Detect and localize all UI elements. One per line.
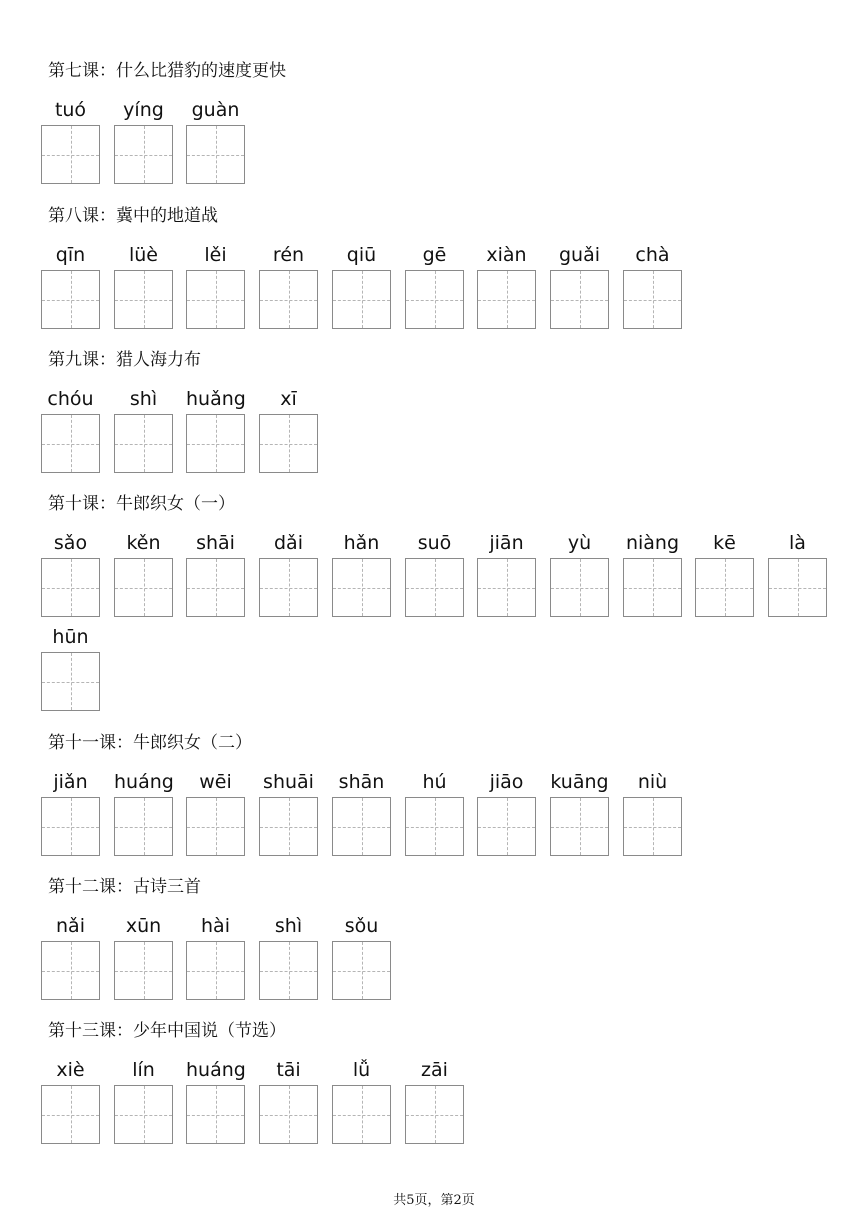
lesson-title: 第十三课：少年中国说（节选） — [48, 1021, 286, 1041]
tian-zi-grid-box[interactable] — [186, 125, 245, 184]
grid-guide-vertical — [580, 559, 581, 616]
tian-zi-grid-box[interactable] — [550, 558, 609, 617]
character-cell — [114, 387, 173, 411]
tian-zi-grid-box[interactable] — [114, 558, 173, 617]
grid-guide-vertical — [362, 1086, 363, 1143]
grid-guide-vertical — [216, 126, 217, 183]
pinyin-label: hú — [422, 771, 447, 793]
tian-zi-grid-box[interactable] — [114, 414, 173, 473]
tian-zi-grid-box[interactable] — [186, 941, 245, 1000]
pinyin-label: hūn — [52, 626, 89, 648]
character-cell — [259, 1058, 318, 1082]
character-cell — [41, 531, 100, 555]
character-cell — [332, 531, 391, 555]
tian-zi-grid-box[interactable] — [332, 1085, 391, 1144]
pinyin-label: kuāng — [550, 771, 609, 793]
character-cell — [186, 531, 245, 555]
grid-guide-vertical — [144, 415, 145, 472]
tian-zi-grid-box[interactable] — [259, 558, 318, 617]
grid-guide-vertical — [435, 271, 436, 328]
pinyin-label: shāi — [196, 532, 235, 554]
character-cell — [41, 387, 100, 411]
character-cell — [186, 243, 245, 267]
grid-guide-vertical — [71, 653, 72, 710]
pinyin-label: lín — [132, 1059, 155, 1081]
grid-guide-vertical — [71, 415, 72, 472]
pinyin-label: yù — [567, 532, 592, 554]
grid-guide-vertical — [435, 1086, 436, 1143]
tian-zi-grid-box[interactable] — [259, 270, 318, 329]
tian-zi-grid-box[interactable] — [259, 941, 318, 1000]
character-cell — [41, 1058, 100, 1082]
character-cell — [41, 98, 100, 122]
tian-zi-grid-box[interactable] — [405, 270, 464, 329]
lesson-title: 第十一课：牛郎织女（二） — [48, 733, 252, 753]
tian-zi-grid-box[interactable] — [186, 1085, 245, 1144]
grid-guide-vertical — [71, 942, 72, 999]
character-cell — [114, 98, 173, 122]
pinyin-label: qiū — [346, 244, 377, 266]
tian-zi-grid-box[interactable] — [41, 1085, 100, 1144]
character-cell — [186, 98, 245, 122]
pinyin-label: gē — [422, 244, 447, 266]
pinyin-label: xī — [280, 388, 297, 410]
pinyin-label: shì — [274, 915, 303, 937]
grid-guide-vertical — [144, 271, 145, 328]
grid-guide-vertical — [71, 126, 72, 183]
grid-guide-vertical — [289, 559, 290, 616]
pinyin-label: nǎi — [56, 915, 85, 937]
grid-guide-vertical — [507, 798, 508, 855]
character-cell — [41, 770, 100, 794]
grid-guide-vertical — [798, 559, 799, 616]
grid-guide-vertical — [71, 559, 72, 616]
pinyin-label: shuāi — [263, 771, 314, 793]
pinyin-label: shān — [338, 771, 385, 793]
character-cell — [332, 914, 391, 938]
grid-guide-vertical — [144, 798, 145, 855]
tian-zi-grid-box[interactable] — [186, 558, 245, 617]
grid-guide-vertical — [507, 271, 508, 328]
tian-zi-grid-box[interactable] — [259, 1085, 318, 1144]
pinyin-label: tuó — [54, 99, 87, 121]
grid-guide-vertical — [289, 1086, 290, 1143]
pinyin-label: yíng — [123, 99, 164, 121]
tian-zi-grid-box[interactable] — [41, 652, 100, 711]
grid-guide-vertical — [289, 798, 290, 855]
pinyin-label: hài — [201, 915, 230, 937]
lesson-title: 第十二课：古诗三首 — [48, 877, 201, 897]
grid-guide-vertical — [216, 942, 217, 999]
pinyin-label: qīn — [55, 244, 86, 266]
pinyin-label: guǎi — [558, 244, 601, 266]
grid-guide-vertical — [435, 559, 436, 616]
pinyin-label: sǎo — [53, 532, 88, 554]
character-cell — [114, 770, 173, 794]
grid-guide-vertical — [435, 798, 436, 855]
tian-zi-grid-box[interactable] — [41, 941, 100, 1000]
tian-zi-grid-box[interactable] — [41, 125, 100, 184]
character-cell — [186, 770, 245, 794]
pinyin-label: rén — [272, 244, 305, 266]
character-cell — [41, 625, 100, 649]
tian-zi-grid-box[interactable] — [332, 797, 391, 856]
page-footer: 共5页，第2页 — [393, 1193, 475, 1208]
grid-guide-vertical — [144, 559, 145, 616]
pinyin-label: hǎn — [343, 532, 380, 554]
tian-zi-grid-box[interactable] — [405, 1085, 464, 1144]
character-cell — [623, 770, 682, 794]
tian-zi-grid-box[interactable] — [259, 797, 318, 856]
grid-guide-vertical — [144, 942, 145, 999]
grid-guide-vertical — [216, 1086, 217, 1143]
grid-guide-vertical — [144, 126, 145, 183]
tian-zi-grid-box[interactable] — [623, 270, 682, 329]
grid-guide-vertical — [71, 271, 72, 328]
tian-zi-grid-box[interactable] — [550, 270, 609, 329]
lesson-title: 第九课：猎人海力布 — [48, 350, 201, 370]
grid-guide-vertical — [580, 271, 581, 328]
grid-guide-vertical — [71, 1086, 72, 1143]
grid-guide-vertical — [289, 942, 290, 999]
grid-guide-vertical — [144, 1086, 145, 1143]
character-cell — [259, 531, 318, 555]
pinyin-label: shì — [129, 388, 158, 410]
tian-zi-grid-box[interactable] — [623, 797, 682, 856]
tian-zi-grid-box[interactable] — [41, 414, 100, 473]
grid-guide-vertical — [725, 559, 726, 616]
character-cell — [259, 243, 318, 267]
character-cell — [695, 531, 754, 555]
pinyin-label: niù — [637, 771, 668, 793]
tian-zi-grid-box[interactable] — [114, 125, 173, 184]
pinyin-label: xiàn — [486, 244, 527, 266]
tian-zi-grid-box[interactable] — [41, 270, 100, 329]
character-cell — [186, 387, 245, 411]
tian-zi-grid-box[interactable] — [259, 414, 318, 473]
grid-guide-vertical — [216, 798, 217, 855]
tian-zi-grid-box[interactable] — [186, 270, 245, 329]
pinyin-label: guàn — [191, 99, 240, 121]
tian-zi-grid-box[interactable] — [332, 941, 391, 1000]
pinyin-label: niàng — [625, 532, 680, 554]
character-cell — [623, 243, 682, 267]
tian-zi-grid-box[interactable] — [405, 797, 464, 856]
tian-zi-grid-box[interactable] — [477, 558, 536, 617]
grid-guide-vertical — [507, 559, 508, 616]
tian-zi-grid-box[interactable] — [186, 797, 245, 856]
pinyin-label: lüè — [128, 244, 158, 266]
grid-guide-vertical — [362, 942, 363, 999]
tian-zi-grid-box[interactable] — [332, 270, 391, 329]
pinyin-label: lǚ — [352, 1059, 371, 1081]
grid-guide-vertical — [289, 415, 290, 472]
character-cell — [405, 1058, 464, 1082]
lesson-title: 第八课：冀中的地道战 — [48, 206, 218, 226]
pinyin-label: chà — [635, 244, 670, 266]
grid-guide-vertical — [216, 415, 217, 472]
character-cell — [768, 531, 827, 555]
pinyin-label: suō — [417, 532, 452, 554]
pinyin-label: tāi — [276, 1059, 301, 1081]
tian-zi-grid-box[interactable] — [41, 797, 100, 856]
character-cell — [405, 770, 464, 794]
tian-zi-grid-box[interactable] — [477, 797, 536, 856]
character-cell — [477, 243, 536, 267]
pinyin-label: chóu — [47, 388, 94, 410]
character-cell — [332, 1058, 391, 1082]
character-cell — [41, 914, 100, 938]
lesson-title: 第七课：什么比猎豹的速度更快 — [48, 61, 286, 81]
character-cell — [477, 531, 536, 555]
tian-zi-grid-box[interactable] — [114, 941, 173, 1000]
tian-zi-grid-box[interactable] — [405, 558, 464, 617]
grid-guide-vertical — [362, 271, 363, 328]
pinyin-label: jiāo — [489, 771, 524, 793]
character-cell — [114, 914, 173, 938]
tian-zi-grid-box[interactable] — [114, 1085, 173, 1144]
tian-zi-grid-box[interactable] — [114, 797, 173, 856]
grid-guide-vertical — [362, 559, 363, 616]
tian-zi-grid-box[interactable] — [477, 270, 536, 329]
grid-guide-vertical — [216, 559, 217, 616]
pinyin-label: sǒu — [344, 915, 379, 937]
tian-zi-grid-box[interactable] — [768, 558, 827, 617]
grid-guide-vertical — [71, 798, 72, 855]
tian-zi-grid-box[interactable] — [114, 270, 173, 329]
pinyin-label: jiān — [489, 532, 524, 554]
character-cell — [114, 243, 173, 267]
tian-zi-grid-box[interactable] — [550, 797, 609, 856]
pinyin-label: kē — [713, 532, 736, 554]
character-cell — [550, 770, 609, 794]
tian-zi-grid-box[interactable] — [695, 558, 754, 617]
pinyin-label: kěn — [126, 532, 161, 554]
character-cell — [623, 531, 682, 555]
tian-zi-grid-box[interactable] — [332, 558, 391, 617]
tian-zi-grid-box[interactable] — [41, 558, 100, 617]
tian-zi-grid-box[interactable] — [186, 414, 245, 473]
pinyin-label: xiè — [56, 1059, 85, 1081]
pinyin-label: dǎi — [274, 532, 303, 554]
character-cell — [332, 243, 391, 267]
pinyin-label: zāi — [421, 1059, 448, 1081]
pinyin-label: huǎng — [186, 388, 246, 410]
character-cell — [332, 770, 391, 794]
grid-guide-vertical — [653, 559, 654, 616]
character-cell — [186, 914, 245, 938]
pinyin-label: xūn — [125, 915, 162, 937]
character-cell — [114, 531, 173, 555]
grid-guide-vertical — [653, 271, 654, 328]
pinyin-label: huáng — [186, 1059, 246, 1081]
character-cell — [259, 770, 318, 794]
grid-guide-vertical — [653, 798, 654, 855]
grid-guide-vertical — [362, 798, 363, 855]
character-cell — [259, 914, 318, 938]
character-cell — [477, 770, 536, 794]
pinyin-label: jiǎn — [53, 771, 88, 793]
character-cell — [405, 531, 464, 555]
pinyin-label: huáng — [114, 771, 174, 793]
character-cell — [405, 243, 464, 267]
tian-zi-grid-box[interactable] — [623, 558, 682, 617]
character-cell — [259, 387, 318, 411]
character-cell — [41, 243, 100, 267]
grid-guide-vertical — [580, 798, 581, 855]
grid-guide-vertical — [216, 271, 217, 328]
character-cell — [114, 1058, 173, 1082]
lesson-title: 第十课：牛郎织女（一） — [48, 494, 235, 514]
character-cell — [186, 1058, 245, 1082]
pinyin-label: là — [789, 532, 806, 554]
pinyin-label: lěi — [204, 244, 227, 266]
pinyin-label: wēi — [199, 771, 232, 793]
character-cell — [550, 243, 609, 267]
grid-guide-vertical — [289, 271, 290, 328]
character-cell — [550, 531, 609, 555]
